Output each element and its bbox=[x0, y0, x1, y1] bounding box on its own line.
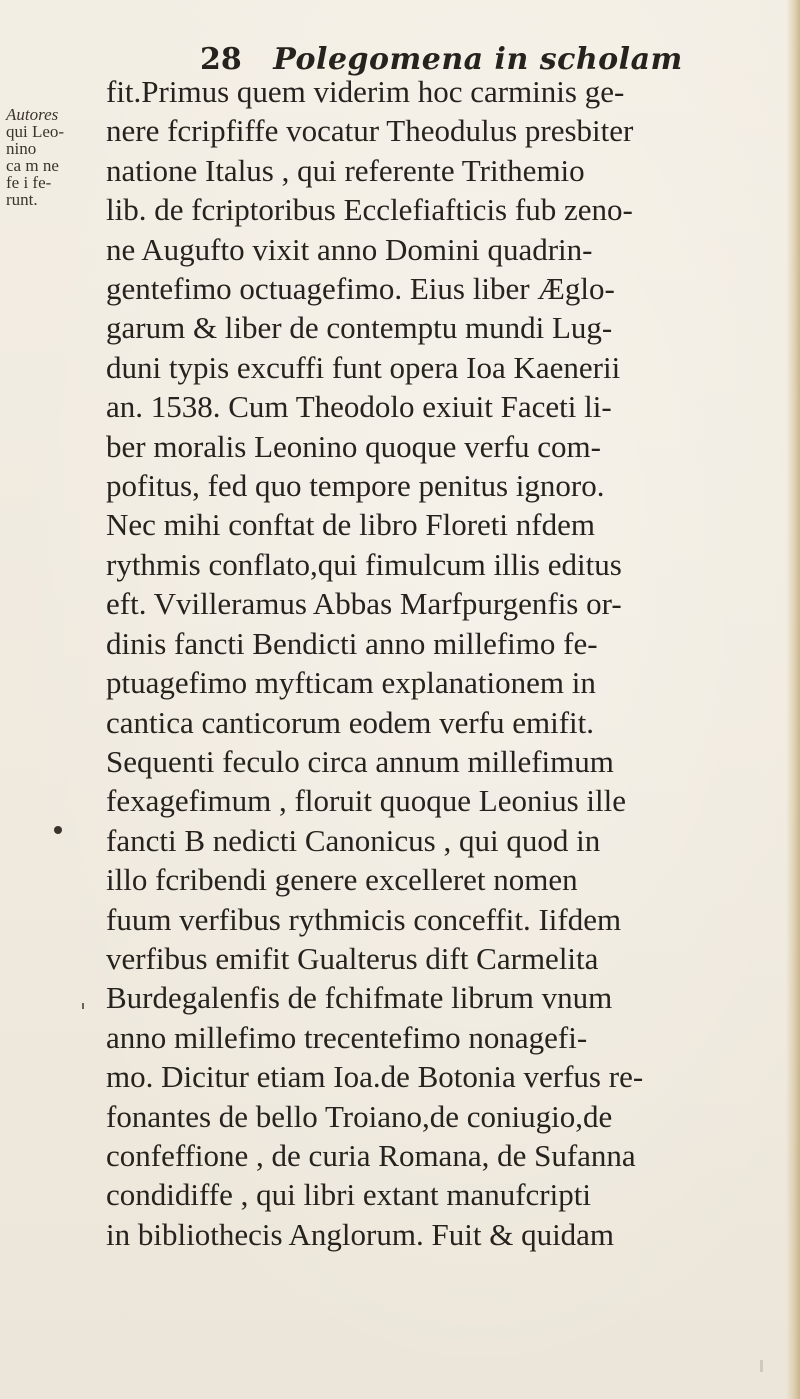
text-line: Nec mihi conftat de libro Floreti nfdem bbox=[106, 507, 595, 543]
margin-bullet-mark bbox=[54, 826, 62, 834]
text-line: fexagefimum , floruit quoque Leonius ille bbox=[106, 783, 626, 819]
text-line: fonantes de bello Troiano,de coniugio,de bbox=[106, 1098, 613, 1134]
text-line: ptuagefimo myfticam explanationem in bbox=[106, 665, 596, 701]
margin-note-line: nino bbox=[6, 139, 37, 158]
text-line: lib. de fcriptoribus Ecclefiafticis fub zeno- bbox=[106, 192, 633, 228]
text-line: fancti B nedicti Canonicus , qui quod in bbox=[106, 822, 601, 858]
text-line: confeffione , de curia Romana, de Sufanna bbox=[106, 1137, 636, 1173]
margin-note-line: Autores bbox=[6, 105, 59, 124]
text-line: anno millefimo trecentefimo nonagefi- bbox=[106, 1019, 588, 1055]
text-line: natione Italus , qui referente Trithemio bbox=[106, 152, 585, 188]
margin-note-line: qui Leo- bbox=[6, 122, 65, 141]
text-line: an. 1538. Cum Theodolo exiuit Faceti li- bbox=[106, 389, 612, 425]
text-line: Burdegalenfis de fchifmate librum vnum bbox=[106, 980, 613, 1016]
text-line: cantica canticorum eodem verfu emifit. bbox=[106, 704, 595, 740]
text-line: Sequenti feculo circa annum millefimum bbox=[106, 743, 614, 779]
text-line: eft. Vvilleramus Abbas Marfpurgenfis or- bbox=[106, 586, 622, 622]
margin-note-line: ca m ne bbox=[6, 156, 59, 175]
margin-tick-mark bbox=[82, 1003, 84, 1009]
margin-note bbox=[6, 106, 82, 208]
text-line: garum & liber de contemptu mundi Lug- bbox=[106, 310, 613, 346]
margin-note-line: fe i fe- bbox=[6, 173, 52, 192]
running-title: Polegomena in scholam bbox=[273, 42, 683, 77]
text-line: duni typis excuffi funt opera Ioa Kaenerii bbox=[106, 349, 621, 385]
page-number: 28 bbox=[200, 42, 242, 77]
body-text bbox=[106, 72, 796, 1254]
text-line: gentefimo octuagefimo. Eius liber Æglo- bbox=[106, 271, 615, 307]
text-line: fuum verfibus rythmicis conceffit. Iifdem bbox=[106, 901, 622, 937]
text-line: nere fcripfiffe vocatur Theodulus presbiter bbox=[106, 113, 634, 149]
text-line: illo fcribendi genere excelleret nomen bbox=[106, 862, 578, 898]
text-line: in bibliothecis Anglorum. Fuit & quidam bbox=[106, 1216, 615, 1252]
text-line: pofitus, fed quo tempore penitus ignoro. bbox=[106, 468, 605, 504]
margin-note-line: runt. bbox=[6, 190, 38, 209]
text-line: mo. Dicitur etiam Ioa.de Botonia verfus re- bbox=[106, 1059, 644, 1095]
text-line: ne Augufto vixit anno Domini quadrin- bbox=[106, 231, 593, 267]
paper-blemish bbox=[760, 1360, 763, 1372]
text-line: dinis fancti Bendicti anno millefimo fe- bbox=[106, 625, 598, 661]
text-line: condidiffe , qui libri extant manufcripti bbox=[106, 1177, 591, 1213]
text-line: ber moralis Leonino quoque verfu com- bbox=[106, 428, 601, 464]
text-line: rythmis conflato,qui fimulcum illis editus bbox=[106, 546, 622, 582]
text-line: verfibus emifit Gualterus dift Carmelita bbox=[106, 940, 599, 976]
text-line: fit.Primus quem viderim hoc carminis ge- bbox=[106, 74, 625, 109]
